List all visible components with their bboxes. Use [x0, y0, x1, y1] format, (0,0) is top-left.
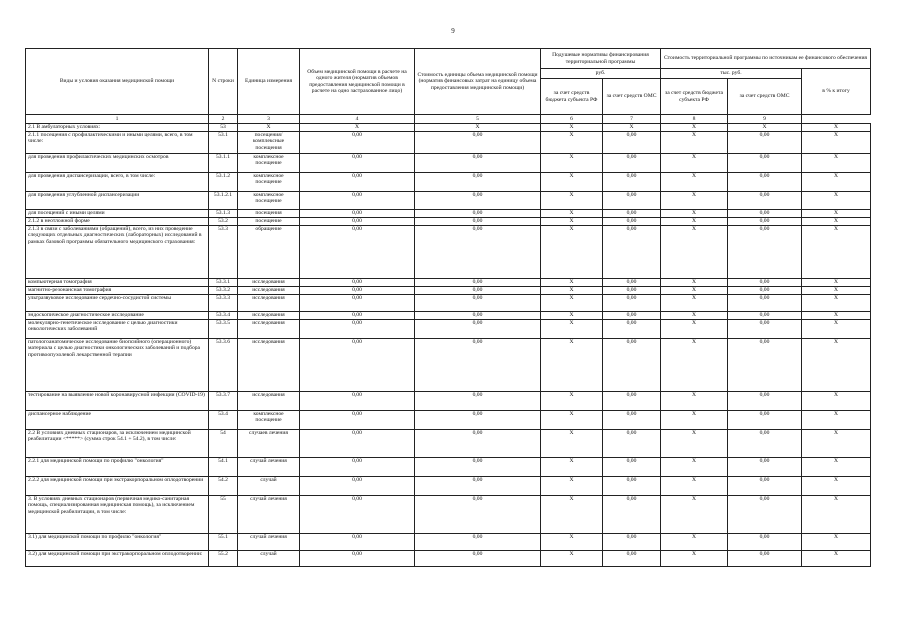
row-unit: посещения	[238, 210, 300, 218]
row-unit: комплексное посещение	[238, 411, 300, 430]
cell-volume: 0,00	[300, 458, 415, 477]
row-number: 54	[209, 430, 238, 458]
row-number: 53.3.1	[209, 279, 238, 287]
header-unit-cost: Стоимость единицы объема медицинской помощи (норматив финансовых затрат на единицу объема предоставления медицинской помощи)	[415, 49, 541, 115]
cell-budget-cost: X	[661, 458, 728, 477]
cell-oms-norm: 0,00	[603, 551, 661, 567]
table-row	[26, 124, 871, 132]
table-row	[26, 551, 871, 567]
cell-unit-cost: 0,00	[415, 279, 541, 287]
row-number: 53.3.5	[209, 320, 238, 339]
cell-oms-cost: 0,00	[728, 173, 802, 192]
table-row	[26, 312, 871, 320]
row-label: молекулярно-генетическое исследование с целью диагностики онкологических заболеваний	[26, 320, 209, 339]
cell-budget-cost: X	[661, 312, 728, 320]
cell-unit-cost: 0,00	[415, 218, 541, 226]
cell-oms-cost: 0,00	[728, 496, 802, 534]
cell-budget-cost: X	[661, 210, 728, 218]
header-unit-thous: тыс. руб.	[661, 69, 802, 79]
cell-percent: X	[802, 339, 871, 392]
cell-budget-norm: X	[541, 430, 603, 458]
cell-budget-cost: X	[661, 287, 728, 295]
cell-percent: X	[802, 534, 871, 551]
row-label: для проведения профилактических медицинских осмотров	[26, 154, 209, 173]
row-unit: обращение	[238, 226, 300, 279]
row-label: 2.1.2 в неотложной форме	[26, 218, 209, 226]
row-unit: X	[238, 124, 300, 132]
cost-table	[25, 48, 871, 567]
row-unit: комплексное посещение	[238, 173, 300, 192]
cell-oms-norm: 0,00	[603, 154, 661, 173]
table-row	[26, 339, 871, 392]
cell-percent: X	[802, 226, 871, 279]
row-number: 53.1	[209, 132, 238, 154]
cell-budget-norm: X	[541, 154, 603, 173]
cell-percent: X	[802, 458, 871, 477]
cell-oms-norm: X	[603, 124, 661, 132]
cell-percent: X	[802, 312, 871, 320]
row-label: 3.2) для медицинской помощи при экстракорпоральном оплодотворении:	[26, 551, 209, 567]
cell-budget-norm: X	[541, 124, 603, 132]
cell-budget-cost: X	[661, 154, 728, 173]
table-row	[26, 496, 871, 534]
cell-budget-norm: X	[541, 551, 603, 567]
header-oms: за счет средств ОМС	[603, 79, 661, 115]
row-unit: случай лечения	[238, 458, 300, 477]
cell-oms-norm: 0,00	[603, 458, 661, 477]
row-number: 53.3	[209, 226, 238, 279]
cell-oms-cost: 0,00	[728, 458, 802, 477]
cell-budget-cost: X	[661, 295, 728, 312]
cell-oms-cost: 0,00	[728, 392, 802, 411]
row-unit: случаев лечения	[238, 430, 300, 458]
col-num: 4	[300, 115, 415, 124]
table-row	[26, 477, 871, 496]
cell-budget-cost: X	[661, 551, 728, 567]
row-number: 53.3.2	[209, 287, 238, 295]
row-unit: посещение	[238, 218, 300, 226]
cell-budget-norm: X	[541, 287, 603, 295]
cell-budget-cost: X	[661, 392, 728, 411]
cell-oms-norm: 0,00	[603, 192, 661, 210]
cell-budget-norm: X	[541, 411, 603, 430]
cell-oms-cost: 0,00	[728, 339, 802, 392]
cell-unit-cost: 0,00	[415, 551, 541, 567]
row-label: 2.1.1 посещения с профилактическими и иными целями, всего, в том числе:	[26, 132, 209, 154]
cell-oms-norm: 0,00	[603, 218, 661, 226]
cell-oms-cost: X	[728, 124, 802, 132]
page-number: 9	[451, 27, 455, 35]
header-kind: Виды и условия оказания медицинской помощи	[26, 49, 209, 115]
cell-percent: X	[802, 279, 871, 287]
cell-percent: X	[802, 287, 871, 295]
row-label: 2.1.3 в связи с заболеваниями (обращений), всего, из них проведение следующих отдельных диагностических (лабораторных) исследований в рамках базовой программы обязательного медицинского страхования:	[26, 226, 209, 279]
row-unit: исследования	[238, 295, 300, 312]
cell-unit-cost: 0,00	[415, 132, 541, 154]
cell-oms-norm: 0,00	[603, 411, 661, 430]
cell-volume: 0,00	[300, 339, 415, 392]
cell-budget-cost: X	[661, 124, 728, 132]
cell-percent: X	[802, 496, 871, 534]
cell-unit-cost: 0,00	[415, 496, 541, 534]
col-num: 3	[238, 115, 300, 124]
cell-percent: X	[802, 411, 871, 430]
cell-volume: 0,00	[300, 551, 415, 567]
cell-percent: X	[802, 210, 871, 218]
cell-unit-cost: X	[415, 124, 541, 132]
row-unit: случай	[238, 551, 300, 567]
row-label: диспансерное наблюдение	[26, 411, 209, 430]
table-row	[26, 430, 871, 458]
cell-budget-cost: X	[661, 477, 728, 496]
cell-budget-norm: X	[541, 192, 603, 210]
col-num: 8	[661, 115, 728, 124]
cell-budget-norm: X	[541, 339, 603, 392]
cell-percent: X	[802, 392, 871, 411]
cell-volume: 0,00	[300, 534, 415, 551]
cell-oms-cost: 0,00	[728, 154, 802, 173]
cell-oms-cost: 0,00	[728, 551, 802, 567]
cell-oms-cost: 0,00	[728, 411, 802, 430]
cell-oms-cost: 0,00	[728, 477, 802, 496]
row-unit: исследования	[238, 392, 300, 411]
row-number: 53	[209, 124, 238, 132]
cell-oms-norm: 0,00	[603, 210, 661, 218]
cell-volume: 0,00	[300, 320, 415, 339]
row-number: 53.4	[209, 411, 238, 430]
cell-percent: X	[802, 124, 871, 132]
cell-percent: X	[802, 551, 871, 567]
cell-volume: 0,00	[300, 411, 415, 430]
cell-oms-cost: 0,00	[728, 279, 802, 287]
cell-unit-cost: 0,00	[415, 411, 541, 430]
header-per-capita-norms: Подушевые нормативы финансирования территориальной программы	[541, 49, 661, 69]
cell-unit-cost: 0,00	[415, 312, 541, 320]
table-row	[26, 392, 871, 411]
row-unit: исследования	[238, 279, 300, 287]
row-unit: исследования	[238, 339, 300, 392]
cell-volume: 0,00	[300, 210, 415, 218]
row-label: компьютерная томография	[26, 279, 209, 287]
cell-oms-cost: 0,00	[728, 132, 802, 154]
row-number: 55.1	[209, 534, 238, 551]
cell-budget-cost: X	[661, 320, 728, 339]
cell-budget-cost: X	[661, 496, 728, 534]
cell-unit-cost: 0,00	[415, 534, 541, 551]
header-unit: Единица измерения	[238, 49, 300, 115]
row-unit: исследования	[238, 287, 300, 295]
cell-budget-cost: X	[661, 192, 728, 210]
row-label: 2.2 В условиях дневных стационаров, за исключением медицинской реабилитации <*****> (сумма строк 54.1 + 54.2), в том числе:	[26, 430, 209, 458]
cell-oms-norm: 0,00	[603, 477, 661, 496]
cell-percent: X	[802, 430, 871, 458]
cell-unit-cost: 0,00	[415, 192, 541, 210]
row-number: 53.1.2	[209, 173, 238, 192]
cell-budget-cost: X	[661, 339, 728, 392]
table-row	[26, 458, 871, 477]
cell-budget-norm: X	[541, 320, 603, 339]
row-unit: случай лечения	[238, 534, 300, 551]
cell-budget-norm: X	[541, 173, 603, 192]
header-unit-rub: руб.	[541, 69, 661, 79]
row-number: 53.1.3	[209, 210, 238, 218]
cell-percent: X	[802, 132, 871, 154]
cell-volume: 0,00	[300, 477, 415, 496]
row-number: 54.1	[209, 458, 238, 477]
cell-budget-cost: X	[661, 411, 728, 430]
row-unit: исследования	[238, 320, 300, 339]
header-volume: Объем медицинской помощи в расчете на одного жителя (норматив объемов предоставления медицинской помощи в расчете на одно застрахованное лицо)	[300, 49, 415, 115]
cell-oms-norm: 0,00	[603, 430, 661, 458]
cell-budget-cost: X	[661, 279, 728, 287]
cell-budget-norm: X	[541, 534, 603, 551]
table-row	[26, 210, 871, 218]
cell-budget-cost: X	[661, 132, 728, 154]
cell-volume: 0,00	[300, 173, 415, 192]
header-percent: в % к итогу	[802, 69, 871, 115]
cell-percent: X	[802, 295, 871, 312]
table-row	[26, 295, 871, 312]
cell-oms-cost: 0,00	[728, 295, 802, 312]
row-label: 2.1 В амбулаторных условиях:	[26, 124, 209, 132]
row-number: 55.2	[209, 551, 238, 567]
cell-unit-cost: 0,00	[415, 226, 541, 279]
table-row	[26, 279, 871, 287]
cell-oms-norm: 0,00	[603, 173, 661, 192]
cell-unit-cost: 0,00	[415, 458, 541, 477]
col-num: 6	[541, 115, 603, 124]
row-label: эндоскопическое диагностическое исследование	[26, 312, 209, 320]
header-program-cost: Стоимость территориальной программы по источникам ее финансового обеспечения	[661, 49, 871, 69]
row-unit: исследования	[238, 312, 300, 320]
row-label: для посещений с иными целями	[26, 210, 209, 218]
row-label: магнитно-резонансная томография	[26, 287, 209, 295]
cell-unit-cost: 0,00	[415, 154, 541, 173]
cell-oms-norm: 0,00	[603, 339, 661, 392]
row-number: 53.3.3	[209, 295, 238, 312]
cell-volume: 0,00	[300, 154, 415, 173]
col-num: 2	[209, 115, 238, 124]
row-number: 55	[209, 496, 238, 534]
table-row	[26, 226, 871, 279]
row-number: 53.3.7	[209, 392, 238, 411]
header-budget-program: за счет средств бюджета субъекта РФ	[661, 79, 728, 115]
cell-unit-cost: 0,00	[415, 320, 541, 339]
row-number: 54.2	[209, 477, 238, 496]
row-number: 53.3.6	[209, 339, 238, 392]
row-number: 53.1.2.1	[209, 192, 238, 210]
cell-oms-norm: 0,00	[603, 496, 661, 534]
col-num: 5	[415, 115, 541, 124]
cell-oms-cost: 0,00	[728, 218, 802, 226]
cell-percent: X	[802, 320, 871, 339]
row-label: 3.1) для медицинской помощи по профилю "онкология"	[26, 534, 209, 551]
cell-volume: 0,00	[300, 496, 415, 534]
cell-budget-norm: X	[541, 458, 603, 477]
table-row	[26, 411, 871, 430]
cell-volume: 0,00	[300, 392, 415, 411]
cell-oms-norm: 0,00	[603, 279, 661, 287]
cell-budget-cost: X	[661, 173, 728, 192]
cell-volume: 0,00	[300, 287, 415, 295]
cell-oms-norm: 0,00	[603, 534, 661, 551]
table-row	[26, 173, 871, 192]
cell-oms-norm: 0,00	[603, 320, 661, 339]
cell-volume: 0,00	[300, 226, 415, 279]
cell-budget-cost: X	[661, 534, 728, 551]
column-numbers-row	[26, 115, 871, 124]
header-oms-program: за счет средств ОМС	[728, 79, 802, 115]
row-unit: комплексное посещение	[238, 192, 300, 210]
cell-oms-cost: 0,00	[728, 287, 802, 295]
cell-budget-norm: X	[541, 279, 603, 287]
col-num: 1	[26, 115, 209, 124]
cell-unit-cost: 0,00	[415, 392, 541, 411]
table-row	[26, 192, 871, 210]
cell-oms-norm: 0,00	[603, 226, 661, 279]
cell-budget-cost: X	[661, 226, 728, 279]
row-unit: комплексное посещение	[238, 154, 300, 173]
cell-oms-cost: 0,00	[728, 312, 802, 320]
cell-budget-norm: X	[541, 295, 603, 312]
cell-oms-norm: 0,00	[603, 295, 661, 312]
cell-volume: 0,00	[300, 132, 415, 154]
cell-percent: X	[802, 477, 871, 496]
row-label: 2.2.2 для медицинской помощи при экстракорпоральном оплодотворении	[26, 477, 209, 496]
cell-unit-cost: 0,00	[415, 477, 541, 496]
cell-unit-cost: 0,00	[415, 339, 541, 392]
cell-volume: 0,00	[300, 279, 415, 287]
row-label: тестирование на выявление новой коронавирусной инфекции (COVID-19)	[26, 392, 209, 411]
row-label: патологоанатомическое исследование биопсийного (операционного) материала с целью диагностики онкологических заболеваний и подбора противоопухолевой лекарственной терапии	[26, 339, 209, 392]
cell-volume: 0,00	[300, 430, 415, 458]
cell-oms-norm: 0,00	[603, 312, 661, 320]
row-unit: случай	[238, 477, 300, 496]
row-label: ультразвуковое исследование сердечно-сосудистой системы	[26, 295, 209, 312]
cell-volume: 0,00	[300, 218, 415, 226]
cell-unit-cost: 0,00	[415, 295, 541, 312]
table-row	[26, 287, 871, 295]
row-number: 53.2	[209, 218, 238, 226]
cell-budget-cost: X	[661, 218, 728, 226]
cell-oms-cost: 0,00	[728, 226, 802, 279]
table-row	[26, 132, 871, 154]
cell-budget-norm: X	[541, 210, 603, 218]
cell-unit-cost: 0,00	[415, 210, 541, 218]
cell-budget-cost: X	[661, 430, 728, 458]
cell-volume: 0,00	[300, 312, 415, 320]
cell-budget-norm: X	[541, 132, 603, 154]
cell-volume: 0,00	[300, 295, 415, 312]
cell-unit-cost: 0,00	[415, 287, 541, 295]
cell-budget-norm: X	[541, 496, 603, 534]
cell-percent: X	[802, 218, 871, 226]
cell-budget-norm: X	[541, 218, 603, 226]
row-label: для проведения диспансеризации, всего, в том числе:	[26, 173, 209, 192]
cell-budget-norm: X	[541, 477, 603, 496]
cell-percent: X	[802, 192, 871, 210]
row-label: 3. В условиях дневных стационаров (первичная медико-санитарная помощь, специализированная медицинская помощь), за исключением медицинской реабилитации, в том числе:	[26, 496, 209, 534]
cell-oms-cost: 0,00	[728, 430, 802, 458]
cell-unit-cost: 0,00	[415, 173, 541, 192]
cell-oms-norm: 0,00	[603, 287, 661, 295]
table-row	[26, 218, 871, 226]
cell-budget-norm: X	[541, 392, 603, 411]
row-number: 53.1.1	[209, 154, 238, 173]
col-num: 9	[728, 115, 802, 124]
cell-budget-norm: X	[541, 226, 603, 279]
header-row-number: N строки	[209, 49, 238, 115]
col-num: 7	[603, 115, 661, 124]
table-row	[26, 320, 871, 339]
cell-oms-cost: 0,00	[728, 534, 802, 551]
row-label: 2.2.1 для медицинской помощи по профилю "онкология"	[26, 458, 209, 477]
cell-volume: X	[300, 124, 415, 132]
cell-oms-cost: 0,00	[728, 320, 802, 339]
cell-oms-cost: 0,00	[728, 210, 802, 218]
cell-percent: X	[802, 154, 871, 173]
row-unit: случай лечения	[238, 496, 300, 534]
header-budget: за счет средств бюджета субъекта РФ	[541, 79, 603, 115]
cell-unit-cost: 0,00	[415, 430, 541, 458]
cell-oms-cost: 0,00	[728, 192, 802, 210]
table-row	[26, 534, 871, 551]
row-label: для проведения углубленной диспансеризации	[26, 192, 209, 210]
cell-budget-norm: X	[541, 312, 603, 320]
row-unit: посещения/комплексные посещения	[238, 132, 300, 154]
table-row	[26, 154, 871, 173]
row-number: 53.3.4	[209, 312, 238, 320]
cell-volume: 0,00	[300, 192, 415, 210]
cell-percent: X	[802, 173, 871, 192]
cell-oms-norm: 0,00	[603, 392, 661, 411]
cell-oms-norm: 0,00	[603, 132, 661, 154]
